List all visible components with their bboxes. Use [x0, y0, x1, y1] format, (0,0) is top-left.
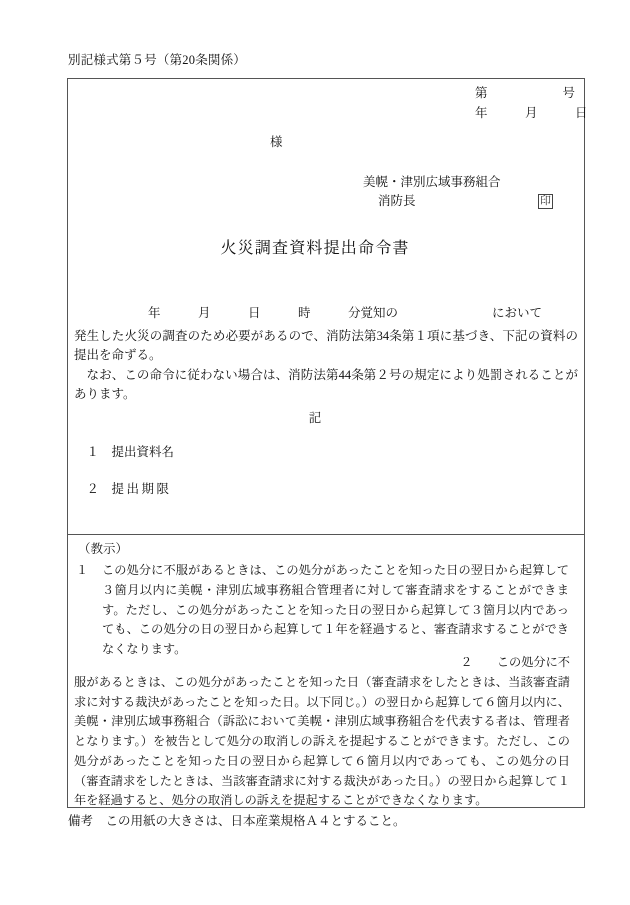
item-2-number: ２	[86, 481, 100, 496]
instructions-item-1	[76, 561, 569, 660]
instructions-item-2-lead: ２ この処分に不	[460, 655, 570, 669]
issuer-organization: 美幌・津別広域事務組合	[363, 175, 501, 189]
list-item-submission-deadline	[74, 466, 172, 513]
document-number-field: 第 号	[475, 86, 576, 100]
body-paragraph-1: 発生した火災の調査のため必要があるので、消防法第34条第１項に基づき、下記の資料の提出を命ずる。	[74, 329, 578, 363]
remarks-note: 備考 この用紙の大きさは、日本産業規格Ａ４とすること。	[68, 814, 406, 828]
issuer-title: 消防長	[378, 194, 416, 208]
seal-stamp-icon: 印	[540, 195, 551, 207]
addressee-sama-suffix: 様	[270, 135, 283, 149]
instructions-item-2	[74, 653, 570, 811]
item-2-label: 提出期限	[111, 481, 172, 496]
instructions-label: （教示）	[78, 542, 129, 556]
instructions-item-2-text: 服があるときは、この処分があったことを知った日（審査請求をしたときは、当該審査請求に対する裁決があったことを知った日。以下同じ。）の翌日から起算して６箇月以内に、美幌・津別広域事務組合（訴訟において美幌・津別広域事務組合を代表する者は、管理者となります。）を被告として処分の取消しの訴えを提起することができます。ただし、この処分があったことを知った日の翌日から起算して６箇月以内であっても、この処分の日（審査請求をしたときは、当該審査請求に対する裁決があった日。）の翌日から起算して１年を経過すると、処分の取消しの訴えを提起することができなくなります。	[74, 674, 570, 808]
body-paragraph-2: なお、この命令に従わない場合は、消防法第44条第２号の規定により処罰されることがあります。	[74, 367, 578, 402]
ki-label: 記	[308, 411, 322, 425]
incident-location-suffix: において	[492, 306, 543, 320]
instructions-item-1-number: １	[76, 563, 89, 577]
body-text-block	[74, 327, 578, 405]
instructions-item-1-text: この処分に不服があるときは、この処分があったことを知った日の翌日から起算して３箇月以内に美幌・津別広域事務組合管理者に対して審査請求をすることができます。ただし、この処分があったことを知った日の翌日から起算して３箇月以内であっても、この処分の日の翌日から起算して１年を経過すると、審査請求することができなくなります。	[102, 563, 569, 657]
page-title: 火災調査資料提出命令書	[220, 240, 410, 257]
item-1-label: 提出資料名	[111, 444, 175, 459]
item-1-number: １	[86, 444, 100, 459]
form-number-heading: 別記様式第５号（第20条関係）	[68, 53, 247, 67]
incident-datetime-blanks: 年 月 日 時 分覚知の	[148, 306, 399, 320]
document-date-field: 年 月 日	[475, 106, 588, 120]
